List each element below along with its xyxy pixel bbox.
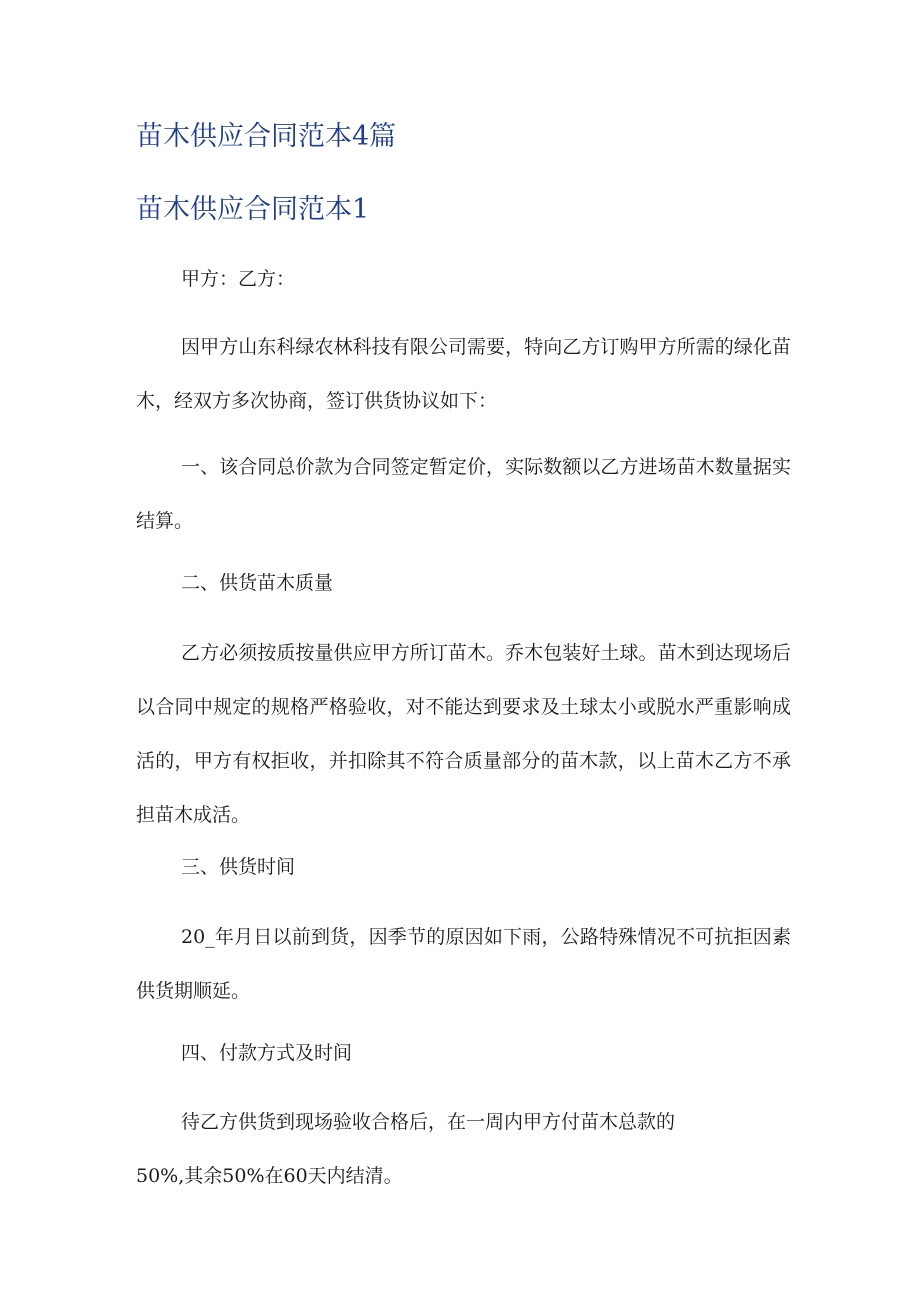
clause-2-heading: 二、供货苗木质量	[181, 572, 334, 594]
clause-2-paragraph: 乙方必须按质按量供应甲方所订苗木。乔木包装好土球。苗木到达现场后以合同中规定的规格严格验收，对不能达到要求及土球太小或脱水严重影响成活的，甲方有权拒收，并扣除其不符合质量部分的苗木款，以上苗木乙方不承担苗木成活。	[136, 642, 791, 826]
parties-line: 甲方：乙方：	[181, 268, 296, 290]
section-title: 苗木供应合同范本1	[136, 194, 370, 225]
clause-4-paragraph-line-1: 待乙方供货到现场验收合格后，在一周内甲方付苗木总款的	[181, 1111, 676, 1133]
clause-3-paragraph: 20_年月日以前到货，因季节的原因如下雨，公路特殊情况不可抗拒因素供货期顺延。	[136, 926, 791, 1002]
clause-4-heading: 四、付款方式及时间	[181, 1042, 353, 1064]
clause-3-heading: 三、供货时间	[181, 856, 296, 878]
document-title: 苗木供应合同范本4篇	[136, 121, 397, 152]
clause-4-paragraph-line-2: 50%,其余50%在60天内结清。	[136, 1165, 403, 1187]
intro-paragraph: 因甲方山东科绿农林科技有限公司需要，特向乙方订购甲方所需的绿化苗木，经双方多次协商，签订供货协议如下：	[136, 336, 791, 412]
clause-1-paragraph: 一、该合同总价款为合同签定暂定价，实际数额以乙方进场苗木数量据实结算。	[136, 456, 791, 532]
